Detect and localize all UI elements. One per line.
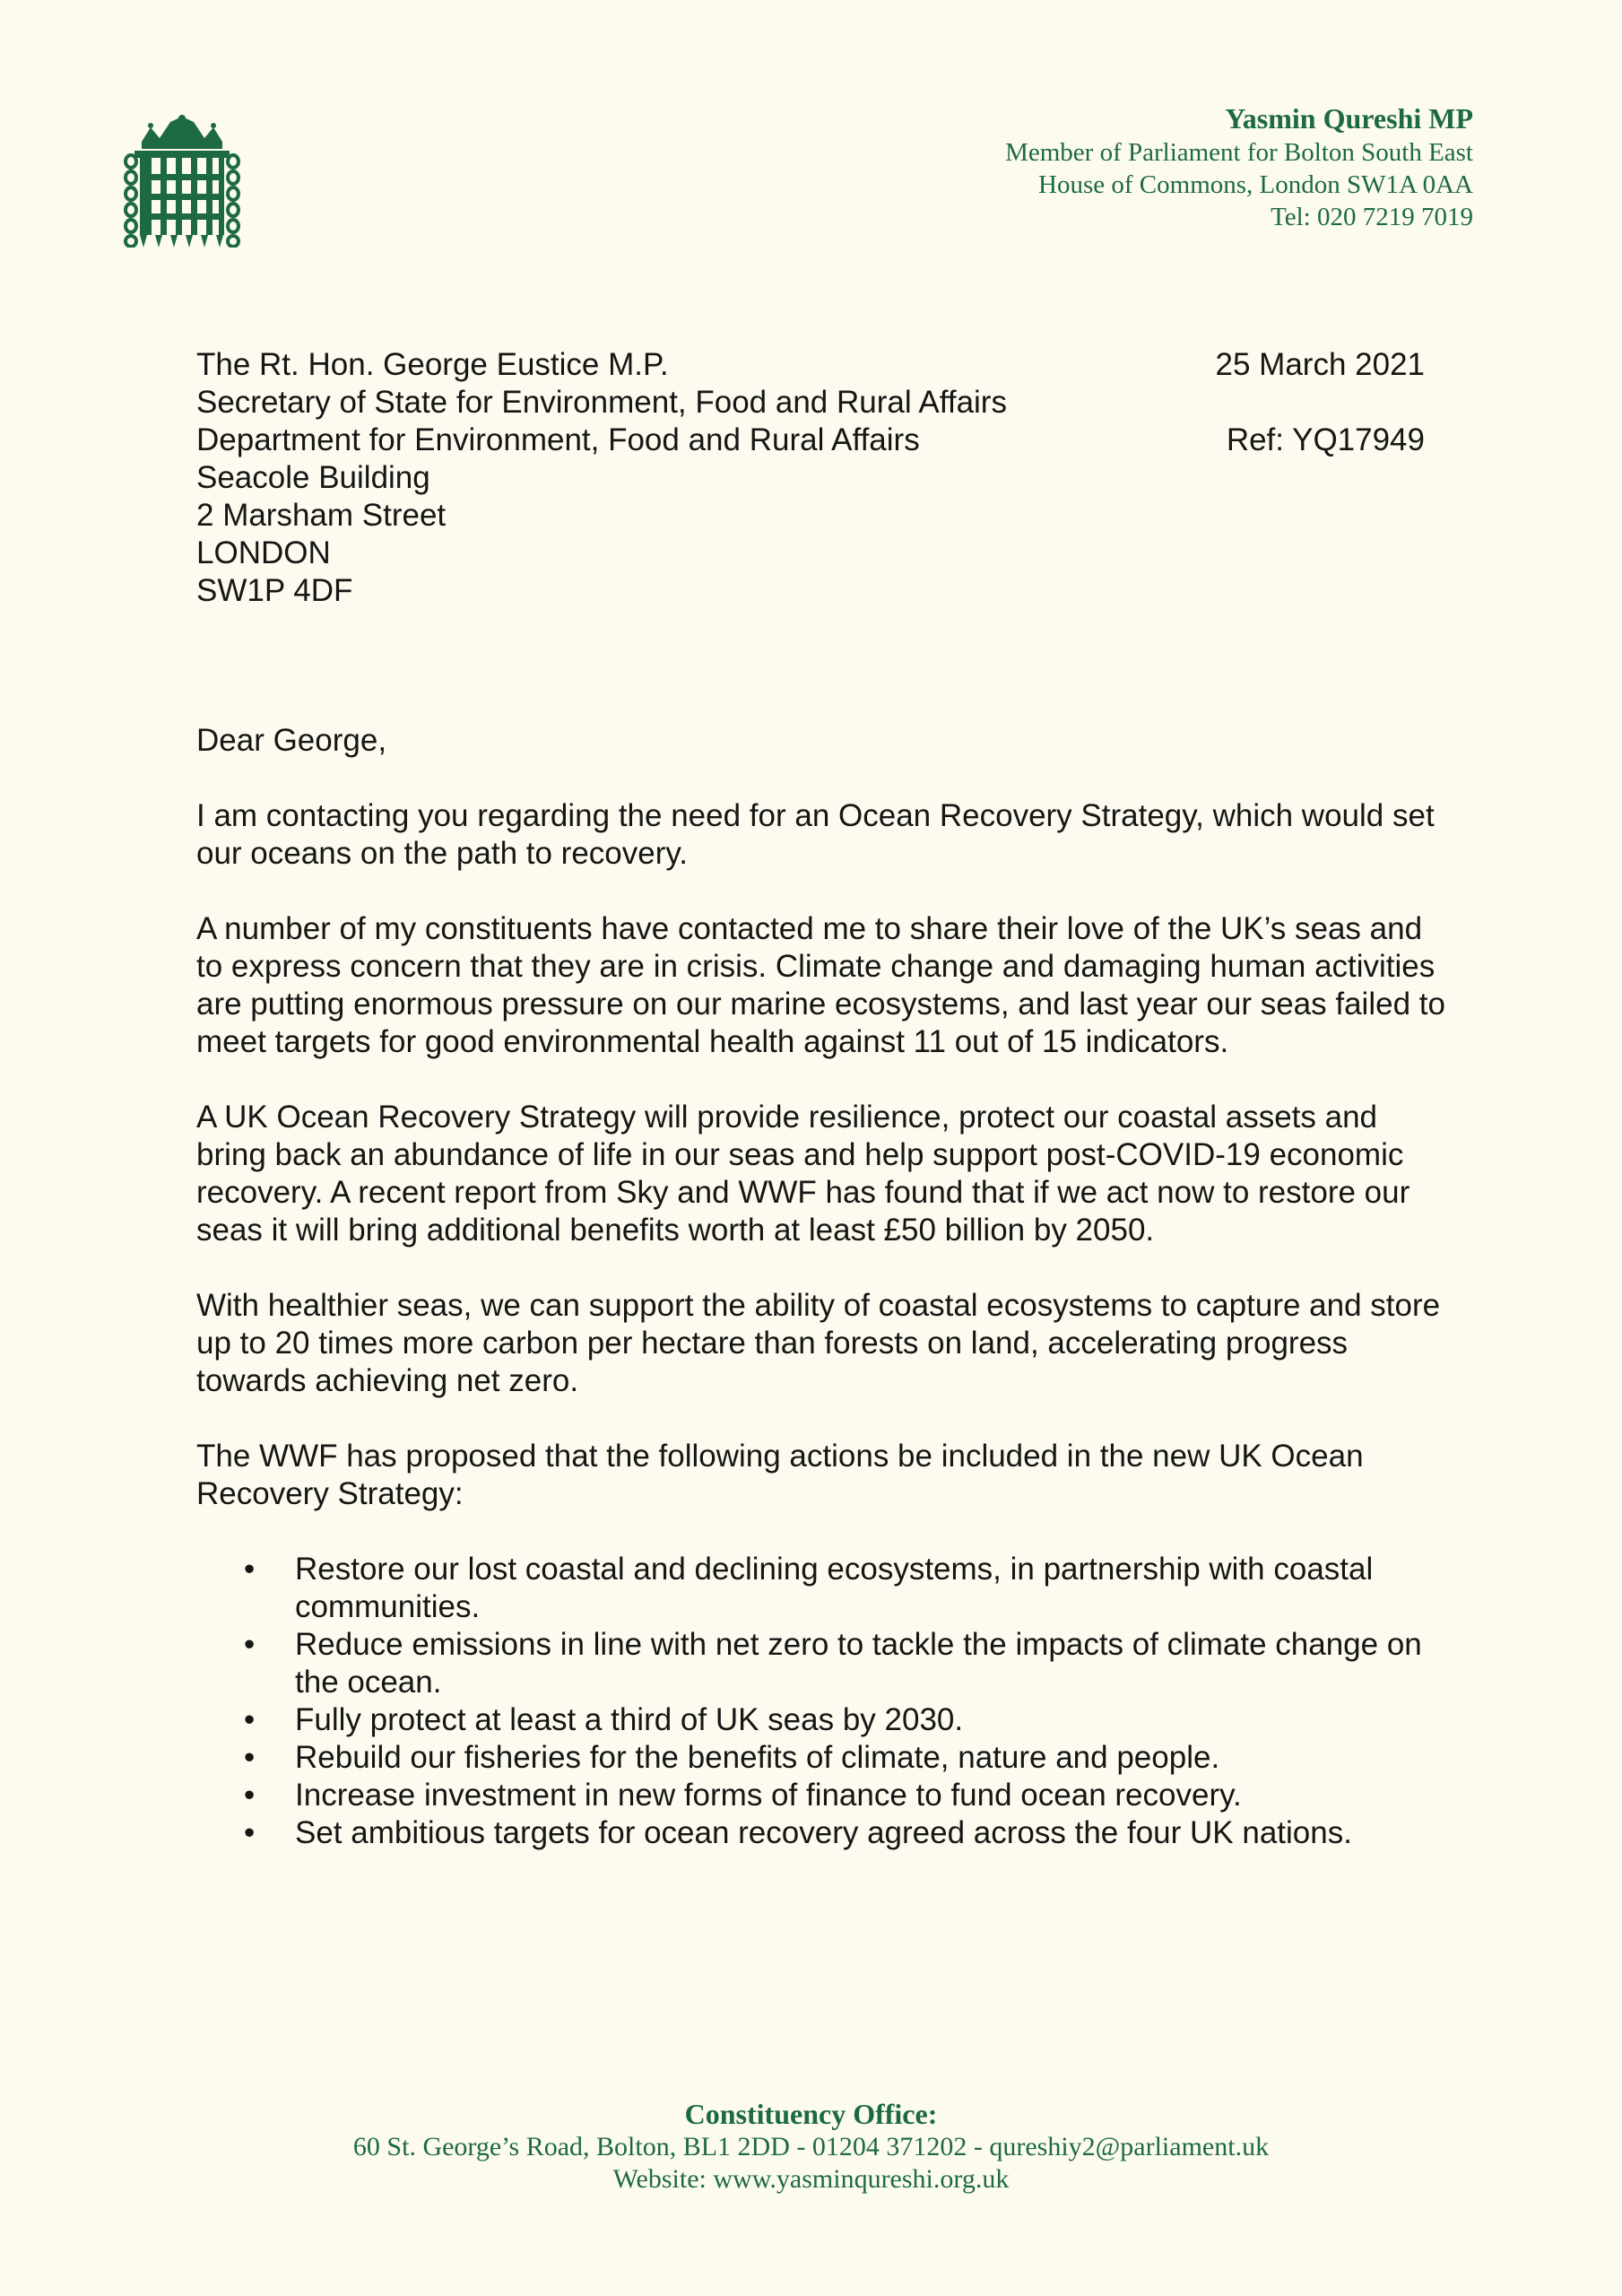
list-item	[196, 1551, 1452, 1626]
letter-date: 25 March 2021	[1215, 347, 1425, 382]
list-item-text: Restore our lost coastal and declining ecosystems, in partnership with coastal communities.	[295, 1552, 1374, 1624]
list-item	[196, 1739, 1452, 1777]
letter-reference: Ref: YQ17949	[1226, 422, 1425, 457]
mp-role: Member of Parliament for Bolton South East	[1005, 138, 1473, 167]
website-link[interactable]: Website: www.yasminqureshi.org.uk	[612, 2164, 1010, 2194]
recipient-address	[196, 346, 1007, 610]
list-item	[196, 1701, 1452, 1739]
bullet-icon: •	[244, 1627, 256, 1662]
body-paragraph: A UK Ocean Recovery Strategy will provide resilience, protect our coastal assets and bring back an abundance of life in our seas and help support post-COVID-19 economic recovery. A recent report from Sky and WWF has found that if we act now to restore our seas it will bring additional benefits worth at least £50 billion by 2050.	[196, 1100, 1410, 1248]
office-address: 60 St. George’s Road, Bolton, BL1 2DD - 01204 371202 - qureshiy2@parliament.uk	[352, 2132, 1270, 2161]
bullet-icon: •	[244, 1552, 256, 1587]
bullet-icon: •	[244, 1815, 256, 1850]
recipient-line: Secretary of State for Environment, Food and Rural Affairs	[196, 385, 1007, 420]
office-label: Constituency Office:	[684, 2098, 938, 2130]
recipient-line: The Rt. Hon. George Eustice M.P.	[196, 347, 669, 382]
body-paragraph: I am contacting you regarding the need for an Ocean Recovery Strategy, which would set our oceans on the path to recovery.	[196, 798, 1435, 871]
bullet-icon: •	[244, 1702, 256, 1737]
letterhead	[666, 100, 1473, 233]
letter-body	[196, 722, 1452, 1852]
bullet-icon: •	[244, 1740, 256, 1775]
list-item-text: Reduce emissions in line with net zero to tackle the impacts of climate change on the ocean.	[295, 1627, 1422, 1700]
list-item-text: Fully protect at least a third of UK seas by 2030.	[295, 1702, 964, 1737]
recipient-line: LONDON	[196, 535, 331, 570]
action-list	[196, 1551, 1452, 1852]
list-item-text: Increase investment in new forms of finance to fund ocean recovery.	[295, 1778, 1242, 1813]
mp-address: House of Commons, London SW1A 0AA	[1038, 170, 1473, 199]
portcullis-icon	[124, 115, 240, 248]
recipient-line: Department for Environment, Food and Rural Affairs	[196, 422, 920, 457]
mp-name: Yasmin Qureshi MP	[1225, 102, 1473, 135]
recipient-line: Seacole Building	[196, 460, 430, 495]
body-paragraph: The WWF has proposed that the following actions be included in the new UK Ocean Recovery Strategy:	[196, 1439, 1364, 1511]
recipient-line: 2 Marsham Street	[196, 498, 447, 533]
list-item-text: Rebuild our fisheries for the benefits of climate, nature and people.	[295, 1740, 1220, 1775]
bullet-icon: •	[244, 1778, 256, 1813]
mp-telephone: Tel: 020 7219 7019	[1271, 203, 1473, 231]
list-item	[196, 1626, 1452, 1701]
list-item	[196, 1777, 1452, 1814]
constituency-footer	[0, 2097, 1622, 2196]
list-item-text: Set ambitious targets for ocean recovery agreed across the four UK nations.	[295, 1815, 1352, 1850]
list-item	[196, 1814, 1452, 1852]
body-paragraph: With healthier seas, we can support the ability of coastal ecosystems to capture and store up to 20 times more carbon per hectare than forests on land, accelerating progress towards achieving net zero.	[196, 1288, 1441, 1398]
body-paragraph: A number of my constituents have contacted me to share their love of the UK’s seas and to express concern that they are in crisis. Climate change and damaging human activities are putting enormous pressure on our marine ecosystems, and last year our seas failed to meet targets for good environmental health against 11 out of 15 indicators.	[196, 911, 1445, 1059]
salutation: Dear George,	[196, 723, 387, 758]
recipient-line: SW1P 4DF	[196, 573, 353, 608]
